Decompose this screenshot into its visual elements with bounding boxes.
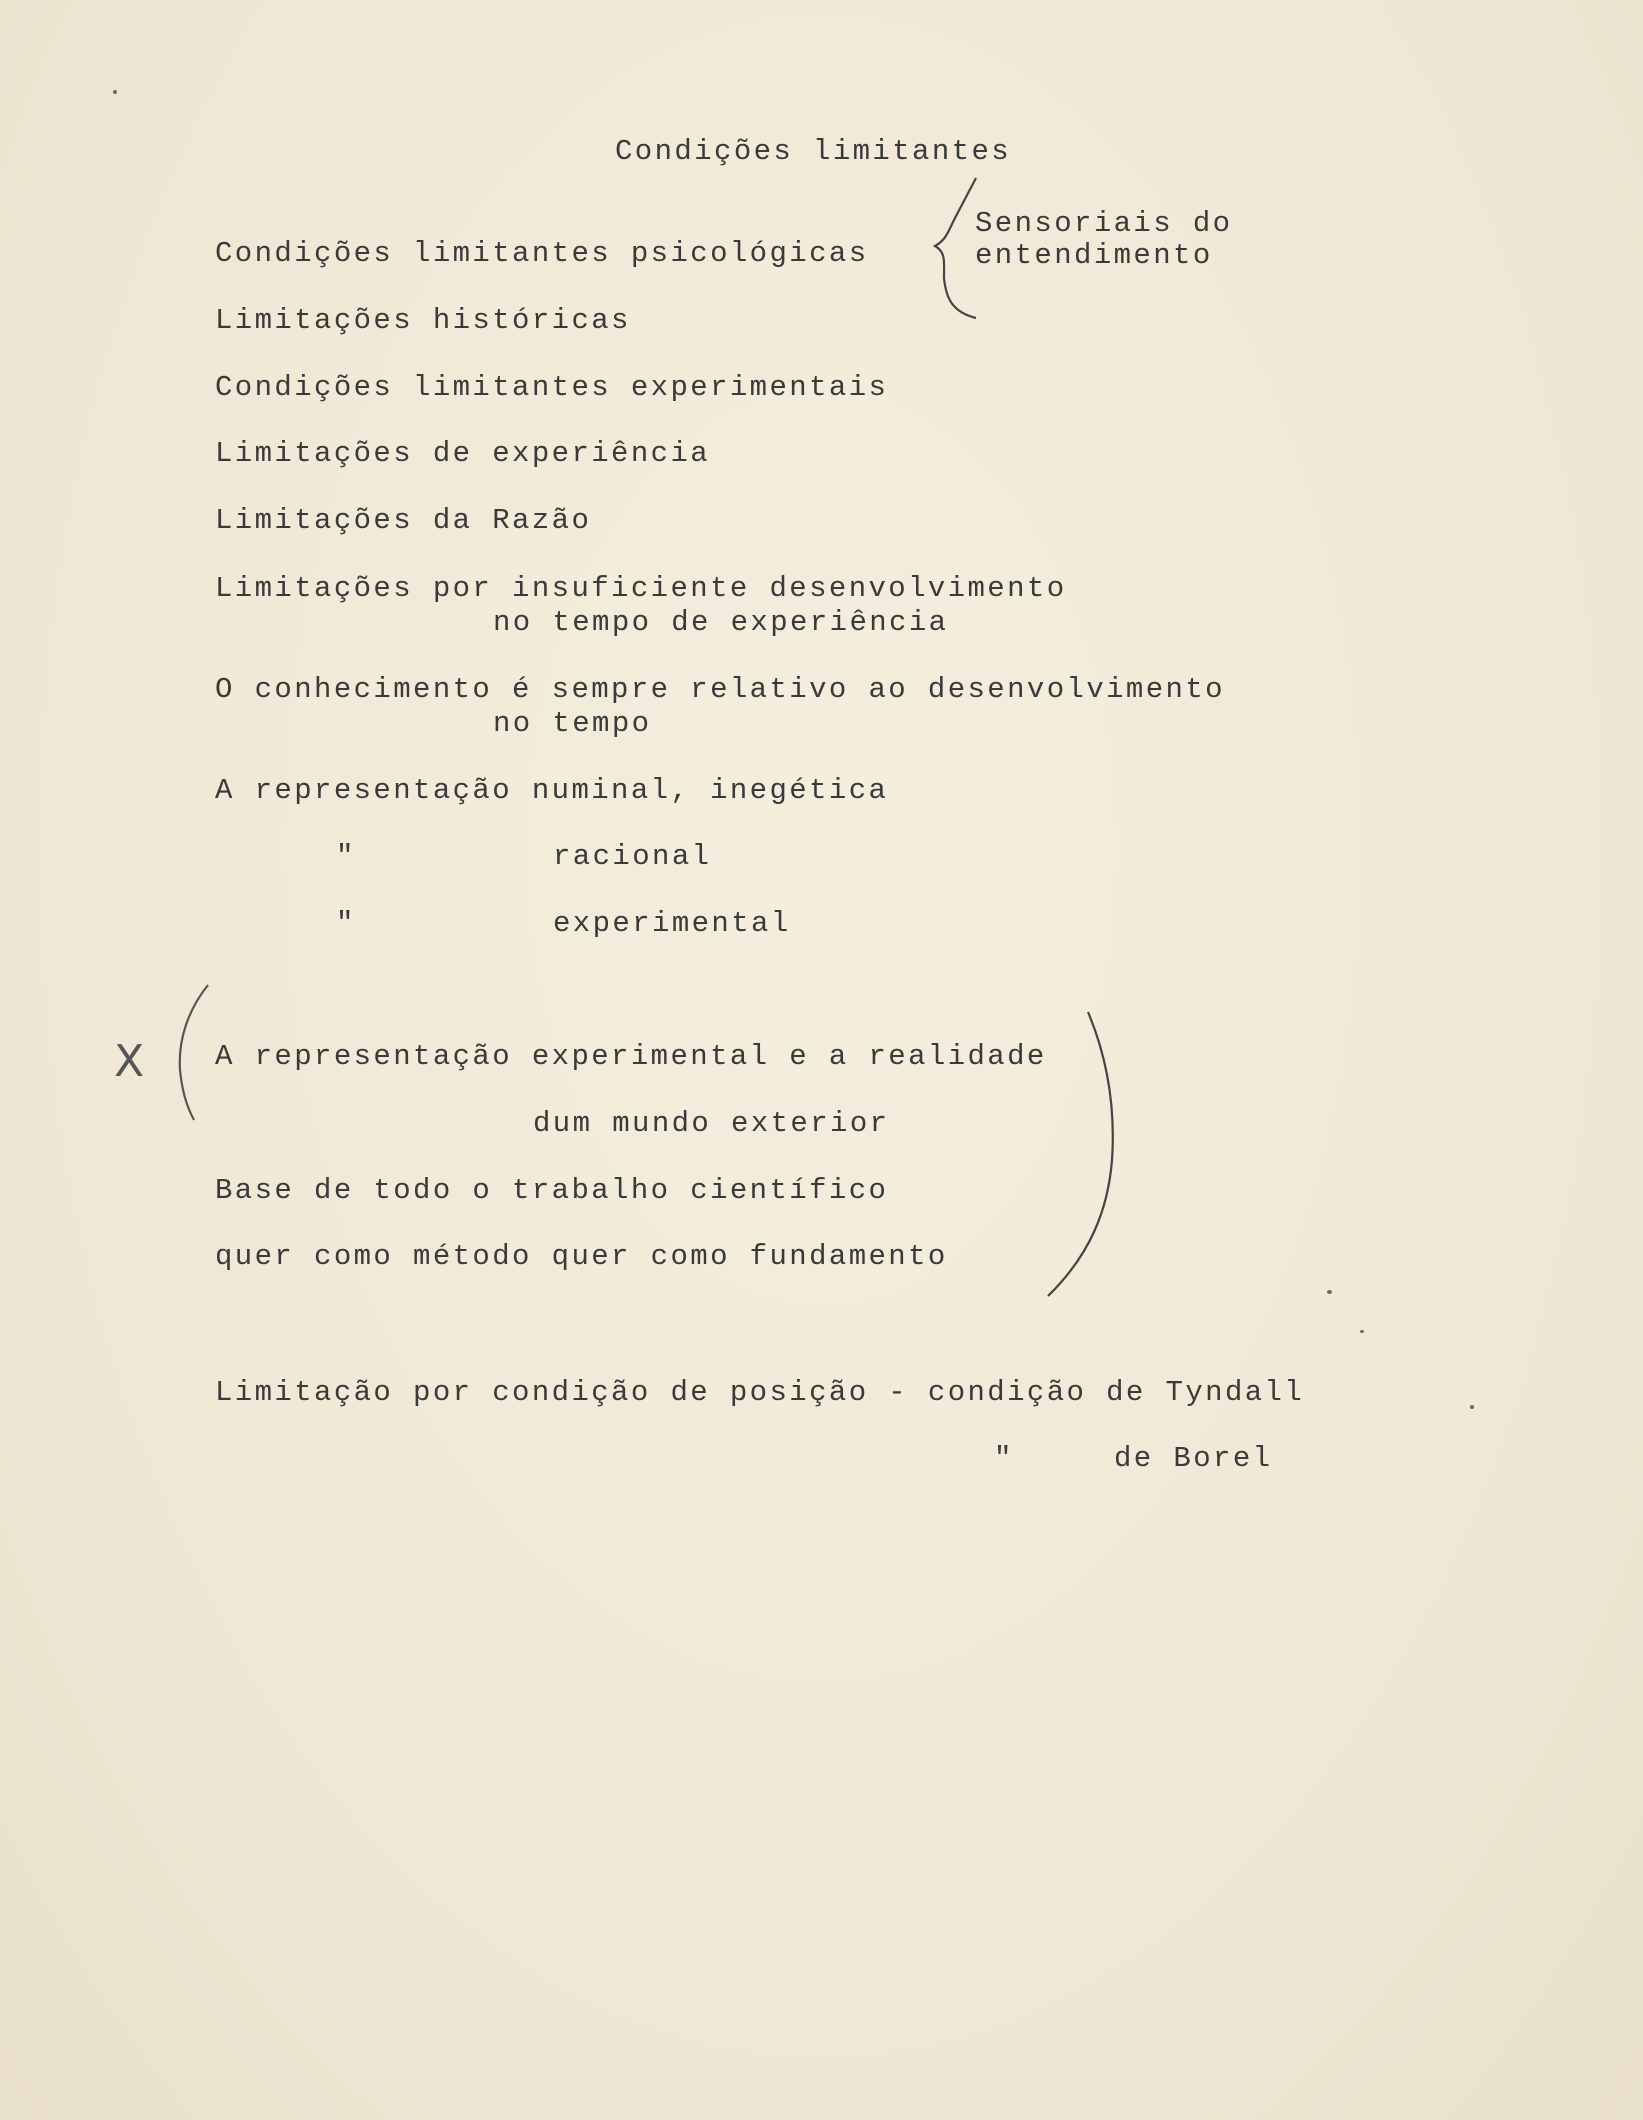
ditto-mark: ": [336, 840, 356, 873]
paper-speck: [1360, 1330, 1364, 1333]
ditto-mark: ": [994, 1442, 1014, 1475]
bracketed-line: quer como método quer como fundamento: [215, 1240, 948, 1273]
text-line: Condições limitantes psicológicas: [215, 237, 869, 270]
text-line: Limitações de experiência: [215, 437, 711, 470]
paper-speck: [1470, 1405, 1474, 1409]
bracketed-line: dum mundo exterior: [533, 1107, 890, 1140]
ditto-mark: ": [336, 907, 356, 940]
text-line: O conhecimento é sempre relativo ao desenvolvimento: [215, 673, 1225, 706]
paper-speck: [1327, 1290, 1332, 1294]
text-line: experimental: [553, 907, 791, 940]
curly-brace-mark: [935, 178, 976, 318]
bracket-note-line-2: entendimento: [975, 239, 1213, 272]
margin-x-mark: X: [114, 1036, 147, 1087]
left-parenthesis-mark: [180, 985, 208, 1120]
text-line: Condições limitantes experimentais: [215, 371, 889, 404]
text-line: racional: [553, 840, 712, 873]
right-parenthesis-mark: [1048, 1012, 1113, 1296]
text-line: no tempo: [493, 707, 652, 740]
bracketed-line: Base de todo o trabalho científico: [215, 1174, 889, 1207]
text-line: A representação numinal, inegética: [215, 774, 889, 807]
bracket-note-line-1: Sensoriais do: [975, 207, 1233, 240]
paper-speck: [113, 90, 117, 94]
final-line: de Borel: [1114, 1442, 1273, 1475]
text-line: no tempo de experiência: [493, 606, 949, 639]
final-line: Limitação por condição de posição - condição de Tyndall: [215, 1376, 1305, 1409]
bracketed-line: A representação experimental e a realidade: [215, 1040, 1047, 1073]
document-title: Condições limitantes: [615, 135, 1012, 168]
text-line: Limitações por insuficiente desenvolvimento: [215, 572, 1067, 605]
text-line: Limitações da Razão: [215, 504, 592, 537]
text-line: Limitações históricas: [215, 304, 631, 337]
